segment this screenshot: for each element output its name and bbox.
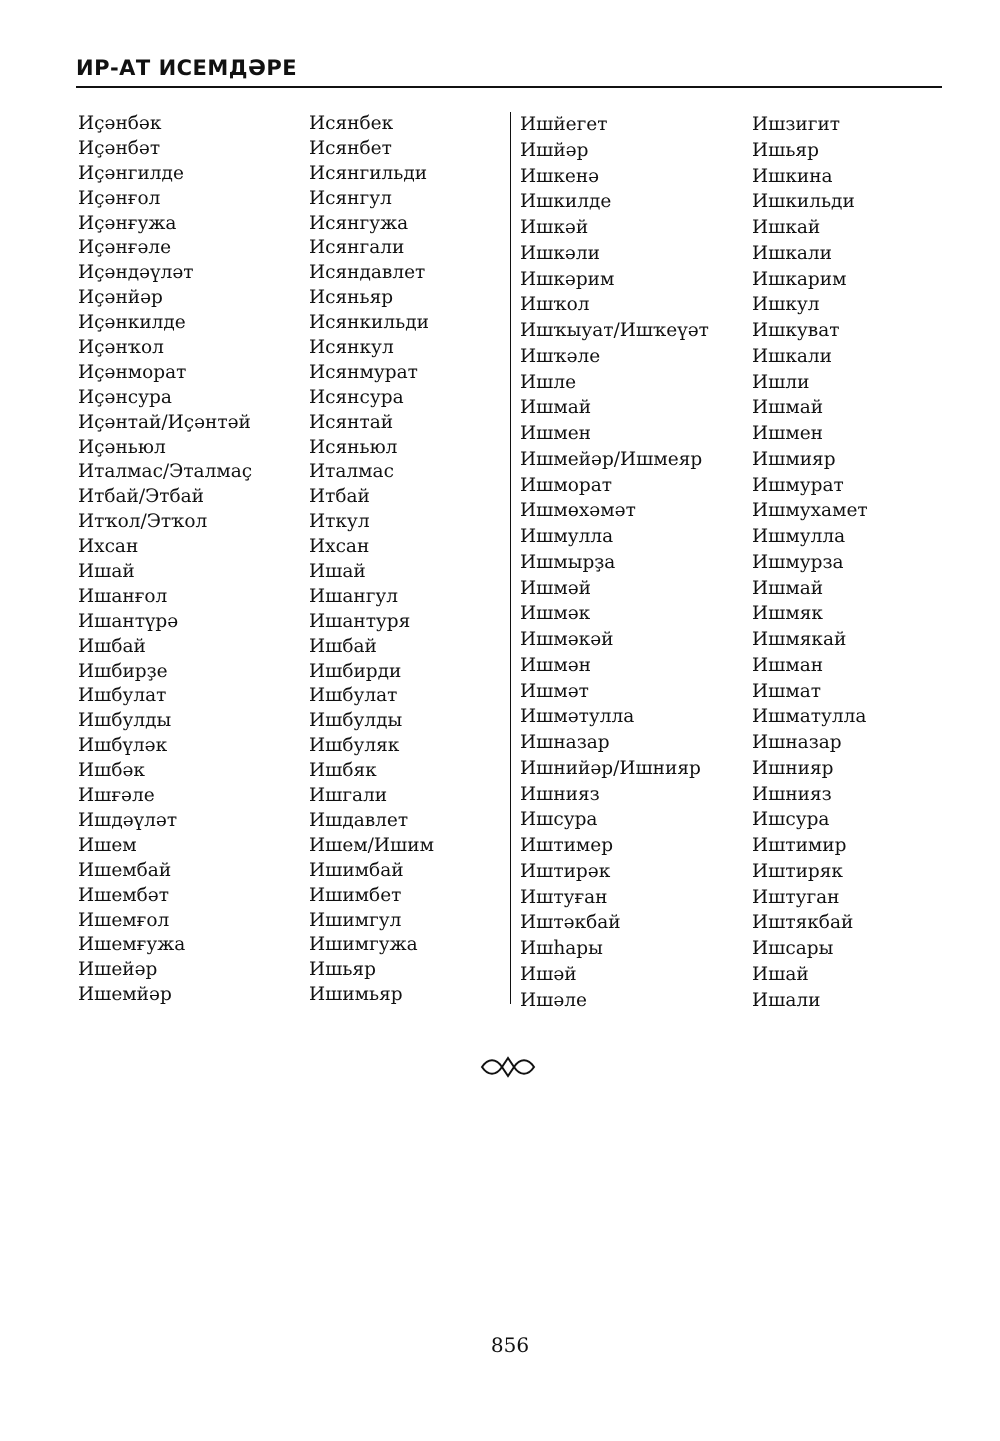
name-entry: Ишман — [752, 654, 824, 676]
name-entry: Ишҡол — [520, 294, 590, 316]
name-entry: Ишле — [520, 371, 577, 393]
name-entry: Иштиряк — [752, 860, 843, 882]
name-entry: Ишмырҙа — [520, 551, 616, 573]
name-entry: Ишҡәле — [520, 345, 601, 367]
page-header — [76, 56, 942, 88]
name-entry: Ишмулла — [520, 526, 614, 547]
name-entry: Ишай — [309, 561, 366, 583]
name-entry: Ишкәй — [520, 217, 589, 238]
name-entry: Исянбек — [309, 113, 394, 134]
name-entry: Исянгужа — [309, 212, 409, 234]
name-entry: Ишкина — [752, 165, 833, 187]
name-entry: Ишали — [752, 989, 821, 1011]
name-entry: Иҫәньюл — [78, 436, 166, 458]
name-entry: Ишимгул — [309, 909, 402, 931]
name-entry: Ихсан — [309, 536, 370, 558]
name-entry: Ишкали — [752, 242, 833, 264]
name-entry: Ишбулат — [309, 685, 398, 707]
name-entry: Ишмөхәмәт — [520, 500, 636, 522]
name-entry: Ишбулат — [78, 685, 167, 707]
name-entry: Италмас — [309, 461, 394, 483]
name-entry: Иҫәнғужа — [78, 212, 177, 234]
name-entry: Ишгали — [309, 785, 388, 807]
name-entry: Ишембай — [78, 859, 172, 881]
name-entry: Ихсан — [78, 536, 139, 558]
name-entry: Ишем/Ишим — [309, 834, 434, 856]
name-entry: Ишкәрим — [520, 268, 615, 290]
name-entry: Ишмәй — [520, 577, 592, 599]
name-entry: Исяндавлет — [309, 262, 426, 284]
name-entry: Ишангул — [309, 585, 399, 607]
name-entry: Ишбуляк — [309, 735, 400, 757]
name-entry: Ишемғужа — [78, 934, 186, 956]
name-entry: Ишкильди — [752, 191, 855, 213]
name-entry: Ишимбай — [309, 859, 404, 881]
name-entry: Ишбулды — [309, 710, 403, 732]
name-entry: Ишмәт — [520, 680, 589, 702]
name-entry: Ишкай — [752, 217, 821, 238]
name-entry: Ишейәр — [78, 959, 158, 981]
name-entry: Иҫәнтай/Иҫәнтәй — [78, 411, 251, 433]
name-entry: Иҫәнбәт — [78, 137, 161, 159]
name-entry: Ишдәүләт — [78, 809, 178, 831]
name-entry: Ишанғол — [78, 585, 168, 607]
name-entry: Ишембәт — [78, 884, 169, 906]
name-entry: Иҫәнкилде — [78, 312, 186, 334]
name-entry: Ишбяк — [309, 760, 377, 782]
name-entry: Ишбәк — [78, 760, 145, 782]
name-entry: Иштуған — [520, 886, 608, 908]
name-entry: Ишантуря — [309, 610, 411, 632]
right-name-block — [510, 112, 952, 1011]
name-entry: Ишһары — [520, 938, 603, 959]
name-entry: Ишем — [78, 834, 137, 856]
name-entry: Исянгали — [309, 237, 405, 259]
name-entry: Ишемғол — [78, 909, 170, 931]
name-entry: Ишкилде — [520, 191, 612, 213]
name-entry: Иҫәнсура — [78, 386, 172, 408]
name-entry: Ишмай — [752, 397, 824, 419]
name-entry: Ишсура — [752, 809, 830, 831]
name-entry: Ишмәкәй — [520, 629, 614, 650]
name-entry: Ишкәли — [520, 242, 600, 264]
name-entry: Ишмякай — [752, 629, 847, 650]
name-entry: Ишмурат — [752, 474, 844, 496]
name-entry: Ишьяр — [752, 139, 819, 161]
name-entry: Иштирәк — [520, 860, 611, 882]
name-entry: Итбай — [309, 486, 370, 508]
name-entry: Иҫәнйәр — [78, 287, 163, 309]
name-entry: Итбай/Этбай — [78, 486, 204, 508]
name-entry: Иҫәнбәк — [78, 113, 162, 134]
russian-names-column-left — [309, 112, 499, 1008]
name-entry: Ишйегет — [520, 114, 608, 135]
name-entry: Ишкул — [752, 294, 820, 316]
name-entry: Ишнийәр/Ишнияр — [520, 757, 701, 779]
name-entry: Ишмейәр/Ишмеяр — [520, 448, 703, 470]
name-entry: Ишли — [752, 371, 810, 393]
name-entry: Ишбүләк — [78, 735, 168, 757]
name-entry: Исянгул — [309, 187, 392, 209]
name-entry: Ишматулла — [752, 706, 867, 728]
name-entry: Ишнияз — [520, 783, 600, 805]
left-name-block — [78, 112, 499, 1008]
name-entry: Ишимбет — [309, 884, 402, 906]
name-entry: Ишмен — [752, 423, 824, 444]
name-entry: Ишимьяр — [309, 984, 403, 1006]
name-entry: Иҫәнғол — [78, 187, 161, 209]
name-entry: Иҫәнморат — [78, 361, 187, 383]
name-entry: Ишсура — [520, 809, 598, 831]
name-entry: Ишмай — [752, 577, 824, 599]
name-entry: Исянсура — [309, 386, 404, 408]
name-entry: Ишмән — [520, 654, 592, 676]
page-number: 856 — [490, 1333, 530, 1357]
bashkir-names-column-right — [520, 112, 752, 1011]
name-entry: Ишҡыуат/Ишҡеүәт — [520, 320, 709, 341]
name-entry: Ишбирди — [309, 660, 402, 682]
name-entry: Ишемйәр — [78, 984, 172, 1006]
name-entry: Ишдавлет — [309, 809, 409, 831]
name-entry: Ишбирҙе — [78, 660, 168, 682]
name-entry: Ишсары — [752, 938, 834, 959]
name-entry: Ишйәр — [520, 139, 589, 161]
name-entry: Иштимер — [520, 835, 614, 856]
name-entry: Исянкул — [309, 337, 394, 359]
name-entry: Ишмен — [520, 423, 592, 444]
name-entry: Ишмияр — [752, 448, 836, 470]
name-entry: Иштякбай — [752, 912, 854, 934]
name-entry: Иткул — [309, 511, 370, 533]
name-entry: Ишай — [752, 963, 809, 985]
name-entry: Ишкали — [752, 345, 833, 367]
name-entry: Ишназар — [520, 732, 610, 753]
name-entry: Иҫәнгилде — [78, 162, 184, 184]
name-entry: Ишкенә — [520, 165, 600, 187]
name-entry: Ишьяр — [309, 959, 376, 981]
name-entry: Ишәй — [520, 963, 577, 985]
name-entry: Ишзигит — [752, 114, 841, 135]
name-entry: Ишмай — [520, 397, 592, 419]
name-entry: Ишмулла — [752, 526, 846, 547]
name-entry: Ишмәтулла — [520, 706, 635, 728]
name-entry: Италмас/Эталмаҫ — [78, 461, 253, 483]
name-entry: Ишғәле — [78, 785, 155, 807]
name-entry: Исянкильди — [309, 312, 429, 334]
name-entry: Итҡол/Этҡол — [78, 511, 208, 533]
name-entry: Ишмяк — [752, 603, 823, 625]
name-entry: Иҫәнҡол — [78, 337, 164, 359]
name-entry: Иштуган — [752, 886, 840, 908]
name-entry: Ишбай — [78, 635, 146, 657]
name-entry: Исяньяр — [309, 287, 394, 309]
running-head-title: ИР-АТ ИСЕМДӘРЕ — [76, 56, 298, 80]
name-entry: Ишмат — [752, 680, 821, 702]
name-entry: Иҫәнғәле — [78, 237, 172, 259]
name-entry: Иҫәндәүләт — [78, 262, 194, 284]
russian-names-column-right — [752, 112, 952, 1011]
name-entry: Ишназар — [752, 732, 842, 753]
name-entry: Ишморат — [520, 474, 612, 496]
name-entry: Ишбай — [309, 635, 377, 657]
name-entry: Ишкарим — [752, 268, 847, 290]
name-entry: Иштимир — [752, 835, 847, 856]
name-entry: Исянмурат — [309, 361, 418, 383]
name-entry: Исяньюл — [309, 436, 398, 458]
name-entry: Ишмурза — [752, 551, 844, 573]
name-entry: Ишбулды — [78, 710, 172, 732]
name-entry: Ишәле — [520, 989, 587, 1011]
name-entry: Ишимгужа — [309, 934, 418, 956]
name-entry: Ишкуват — [752, 320, 840, 341]
name-entry: Исянбет — [309, 137, 392, 159]
name-entry: Ишмәк — [520, 603, 591, 625]
name-entry: Ишнияз — [752, 783, 832, 805]
name-entry: Исянтай — [309, 411, 394, 433]
bashkir-names-column-left — [78, 112, 309, 1008]
name-entry: Ишантүрә — [78, 610, 179, 632]
name-entry: Ишай — [78, 561, 135, 583]
name-entry: Исянгильди — [309, 162, 428, 184]
name-entry: Иштәкбай — [520, 912, 621, 934]
flourish-ornament-icon — [478, 1052, 538, 1082]
name-entry: Ишнияр — [752, 757, 834, 779]
name-entry: Ишмухамет — [752, 500, 868, 522]
